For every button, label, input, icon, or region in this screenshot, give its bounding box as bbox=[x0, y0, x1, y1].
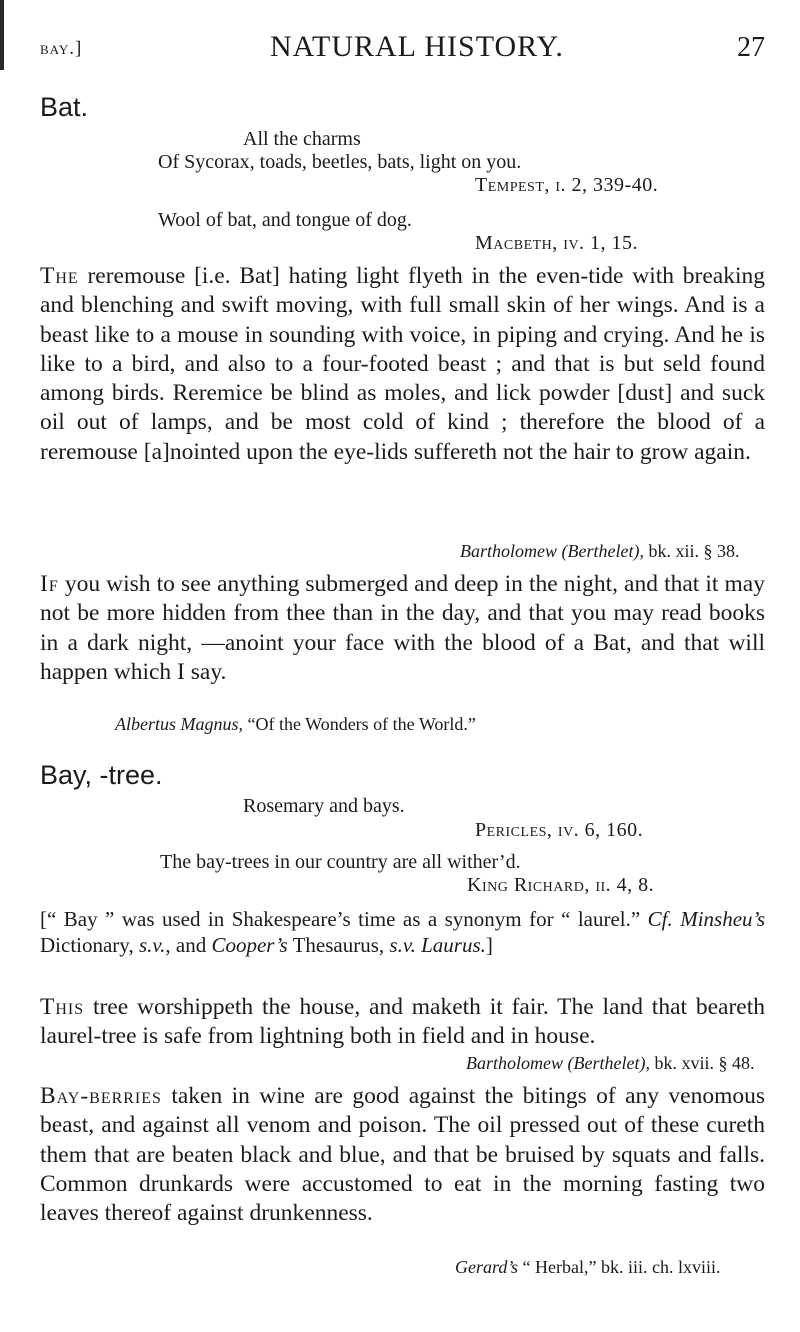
citation-ref: “Of the Wonders of the World.” bbox=[243, 714, 476, 734]
citation bbox=[455, 1257, 720, 1278]
paragraph-albertus bbox=[40, 570, 765, 687]
note-text: [“ Bay ” was used in Shakespeare’s time as a synonym for “ laurel.” bbox=[40, 907, 648, 931]
note-italic: s.v. bbox=[138, 933, 166, 957]
note-italic: Cf. Minsheu’s bbox=[647, 907, 766, 931]
note-text: Dictionary, bbox=[40, 933, 139, 957]
citation bbox=[466, 1053, 754, 1074]
paragraph-reremouse bbox=[40, 262, 765, 467]
note-italic: Cooper’s bbox=[211, 933, 288, 957]
running-head bbox=[40, 30, 765, 70]
paragraph-lead: Bay-berries bbox=[40, 1083, 162, 1109]
citation-author: Bartholomew (Berthelet), bbox=[460, 541, 644, 561]
editorial-note bbox=[40, 906, 765, 958]
citation-ref: bk. xvii. § 48. bbox=[649, 1053, 755, 1073]
paragraph-lead: This bbox=[40, 994, 85, 1020]
citation bbox=[115, 714, 476, 735]
epigraph-source: Pericles, iv. 6, 160. bbox=[475, 819, 644, 841]
page-number: 27 bbox=[737, 32, 765, 63]
epigraph-source: Macbeth, iv. 1, 15. bbox=[475, 232, 639, 254]
epigraph-line: The bay-trees in our country are all wither’d. bbox=[160, 851, 521, 873]
epigraph-line: All the charms bbox=[243, 128, 361, 150]
entry-title-bat: Bat. bbox=[40, 92, 89, 122]
citation-ref: bk. xii. § 38. bbox=[643, 541, 740, 561]
page-edge-shadow bbox=[0, 0, 4, 70]
paragraph-lead: The bbox=[40, 263, 79, 289]
note-text: Thesaurus, bbox=[287, 933, 390, 957]
paragraph-text: you wish to see anything submerged and deep in the night, and that it may not be more hidden from thee than in the day, and that you may read books in a dark night, —anoint your face with the blood of a Bat, and that will happen which I say. bbox=[40, 571, 765, 685]
epigraph-line: Of Sycorax, toads, beetles, bats, light on you. bbox=[158, 151, 522, 173]
epigraph-line: Rosemary and bays. bbox=[243, 795, 405, 817]
paragraph-lead: If bbox=[40, 571, 59, 597]
epigraph-source: King Richard, ii. 4, 8. bbox=[467, 874, 655, 896]
citation bbox=[460, 541, 739, 562]
citation-author: Gerard’s bbox=[455, 1257, 519, 1277]
epigraph-source: Tempest, i. 2, 339-40. bbox=[475, 174, 659, 196]
paragraph-tree-worship bbox=[40, 993, 765, 1052]
paragraph-text: taken in wine are good against the bitings of any venomous beast, and against all venom and poison. The oil pressed out of these cureth them that are beaten black and blue, and that be bruised by squats and falls. Common drunkards were accustomed to eat in the morning fasting two leaves thereof against drunkenness. bbox=[40, 1083, 765, 1227]
running-head-section: bay.] bbox=[40, 38, 83, 59]
paragraph-text: reremouse [i.e. Bat] hating light flyeth in the even-tide with breaking and blenching and swift moving, with full small skin of her wings. And is a beast like to a mouse in sounding with voice, in piping and crying. And he is like to a bird, and also to a four-footed beast ; and that is but seld found among birds. Reremice be blind as moles, and lick powder [dust] and suck oil out of lamps, and be most cold of kind ; therefore the blood of a reremouse [a]nointed upon the eye-lids suffereth not the hair to grow again. bbox=[40, 263, 765, 465]
citation-author: Albertus Magnus, bbox=[115, 714, 243, 734]
citation-ref: “ Herbal,” bk. iii. ch. lxviii. bbox=[518, 1257, 721, 1277]
note-italic: s.v. Laurus. bbox=[389, 933, 486, 957]
paragraph-bay-berries bbox=[40, 1082, 765, 1228]
running-head-title: NATURAL HISTORY. bbox=[270, 30, 564, 63]
entry-title-bay: Bay, -tree. bbox=[40, 760, 163, 790]
citation-author: Bartholomew (Berthelet), bbox=[466, 1053, 650, 1073]
paragraph-text: tree worshippeth the house, and maketh it fair. The land that beareth laurel-tree is safe from lightning both in field and in house. bbox=[40, 994, 765, 1050]
epigraph-line: Wool of bat, and tongue of dog. bbox=[158, 209, 412, 231]
note-text: ] bbox=[485, 933, 493, 957]
note-text: , and bbox=[165, 933, 212, 957]
